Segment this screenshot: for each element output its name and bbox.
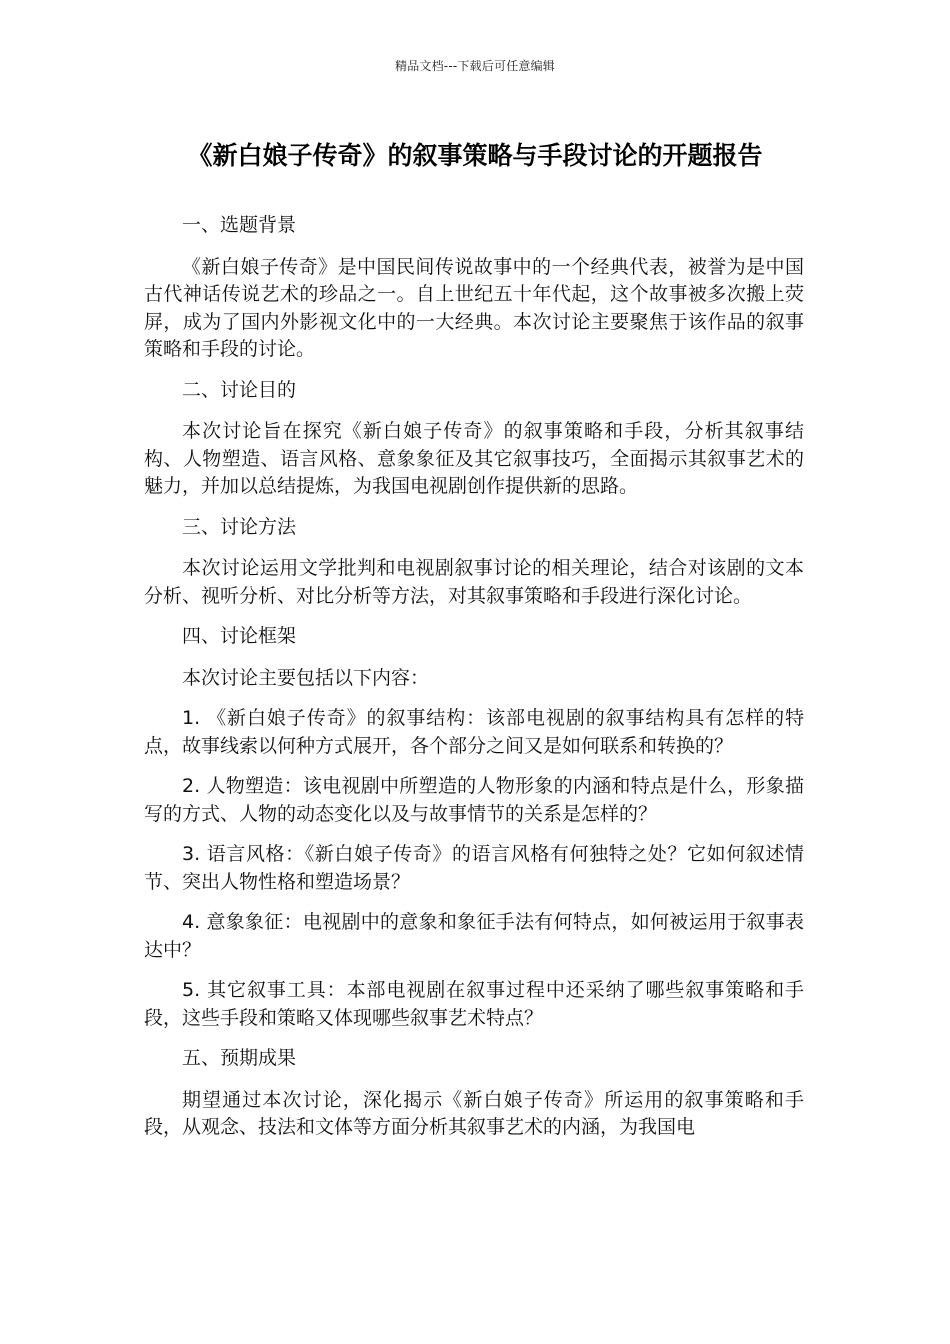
header-note: 精品文档---下载后可任意编辑 <box>395 59 555 73</box>
paragraph-outcome: 期望通过本次讨论，深化揭示《新白娘子传奇》所运用的叙事策略和手段，从观念、技法和文体等方面分析其叙事艺术的内涵，为我国电 <box>144 1088 804 1138</box>
paragraph-method: 本次讨论运用文学批判和电视剧叙事讨论的相关理论，结合对该剧的文本分析、视听分析、对比分析等方法，对其叙事策略和手段进行深化讨论。 <box>144 557 804 607</box>
list-item-imagery: 4. 意象象征：电视剧中的意象和象征手法有何特点，如何被运用于叙事表达中？ <box>144 911 804 961</box>
paragraph-framework-intro: 本次讨论主要包括以下内容： <box>182 666 430 689</box>
list-item-characters: 2. 人物塑造：该电视剧中所塑造的人物形象的内涵和特点是什么，形象描写的方式、人物的动态变化以及与故事情节的关系是怎样的？ <box>144 775 804 825</box>
paragraph-purpose: 本次讨论旨在探究《新白娘子传奇》的叙事策略和手段，分析其叙事结构、人物塑造、语言风格、意象象征及其它叙事技巧，全面揭示其叙事艺术的魅力，并加以总结提炼，为我国电视剧创作提供新的思路。 <box>144 420 804 497</box>
section-heading-purpose: 二、讨论目的 <box>182 378 297 401</box>
section-heading-outcome: 五、预期成果 <box>182 1047 297 1069</box>
document-title: 《新白娘子传奇》的叙事策略与手段讨论的开题报告 <box>187 141 763 170</box>
list-item-structure: 1. 《新白娘子传奇》的叙事结构：该部电视剧的叙事结构具有怎样的特点，故事线索以何种方式展开，各个部分之间又是如何联系和转换的？ <box>144 707 804 757</box>
section-heading-method: 三、讨论方法 <box>182 515 297 538</box>
list-item-language: 3. 语言风格：《新白娘子传奇》的语言风格有何独特之处？它如何叙述情节、突出人物性格和塑造场景？ <box>144 843 804 893</box>
section-heading-framework: 四、讨论框架 <box>182 625 297 647</box>
paragraph-background: 《新白娘子传奇》是中国民间传说故事中的一个经典代表，被誉为是中国古代神话传说艺术的珍品之一。自上世纪五十年代起，这个故事被多次搬上荧屏，成为了国内外影视文化中的一大经典。本次讨论主要聚焦于该作品的叙事策略和手段的讨论。 <box>144 255 804 360</box>
document-body <box>144 212 804 1142</box>
list-item-other-tools: 5. 其它叙事工具：本部电视剧在叙事过程中还采纳了哪些叙事策略和手段，这些手段和策略又体现哪些叙事艺术特点？ <box>144 979 804 1029</box>
section-heading-background: 一、选题背景 <box>182 214 297 236</box>
